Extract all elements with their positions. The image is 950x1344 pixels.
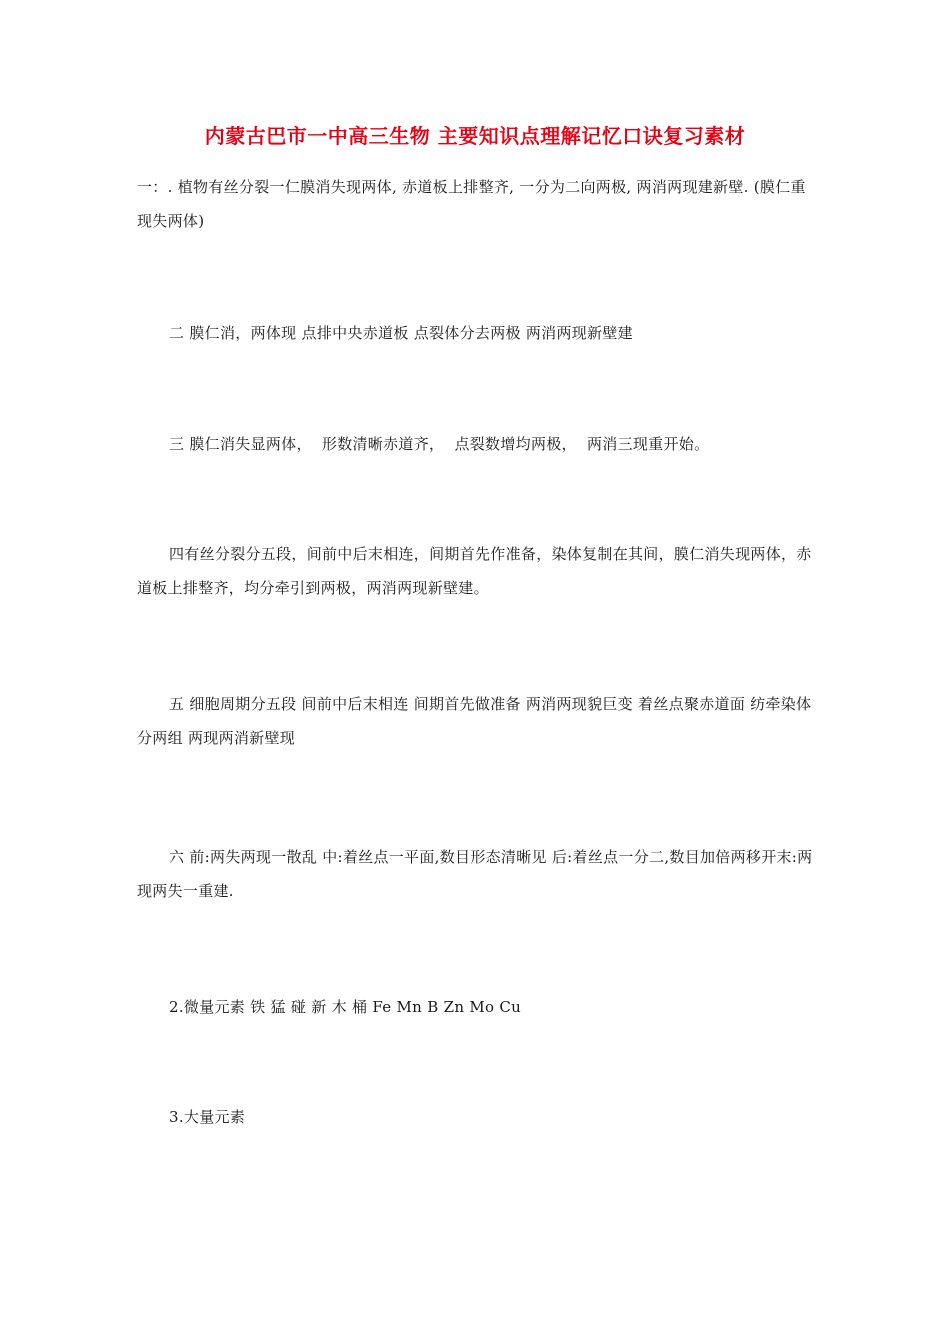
paragraph-7: 2.微量元素 铁 猛 碰 新 木 桶 Fe Mn B Zn Mo Cu xyxy=(169,998,522,1016)
paragraph-5: 五 细胞周期分五段 间前中后末相连 间期首先做准备 两消两现貌巨变 着丝点聚赤道面 纺牵染体分两组 两现两消新壁现 xyxy=(137,695,812,747)
document-title: 内蒙古巴市一中高三生物 主要知识点理解记忆口诀复习素材 xyxy=(204,124,746,148)
paragraph-6: 六 前:两失两现一散乱 中:着丝点一平面,数目形态清晰见 后:着丝点一分二,数目加倍两移开末:两现两失一重建. xyxy=(137,848,813,900)
paragraph-1: 一：. 植物有丝分裂一仁膜消失现两体, 赤道板上排整齐, 一分为二向两极, 两消两现建新壁. (膜仁重现失两体) xyxy=(137,178,806,230)
paragraph-8: 3.大量元素 xyxy=(169,1108,246,1126)
paragraph-3: 三 膜仁消失显两体， 形数清晰赤道齐， 点裂数增均两极， 两消三现重开始。 xyxy=(169,435,710,453)
paragraph-2: 二 膜仁消，两体现 点排中央赤道板 点裂体分去两极 两消两现新壁建 xyxy=(169,324,633,342)
paragraph-4: 四有丝分裂分五段，间前中后末相连，间期首先作准备，染体复制在其间，膜仁消失现两体，赤道板上排整齐，均分牵引到两极，两消两现新壁建。 xyxy=(137,545,812,597)
